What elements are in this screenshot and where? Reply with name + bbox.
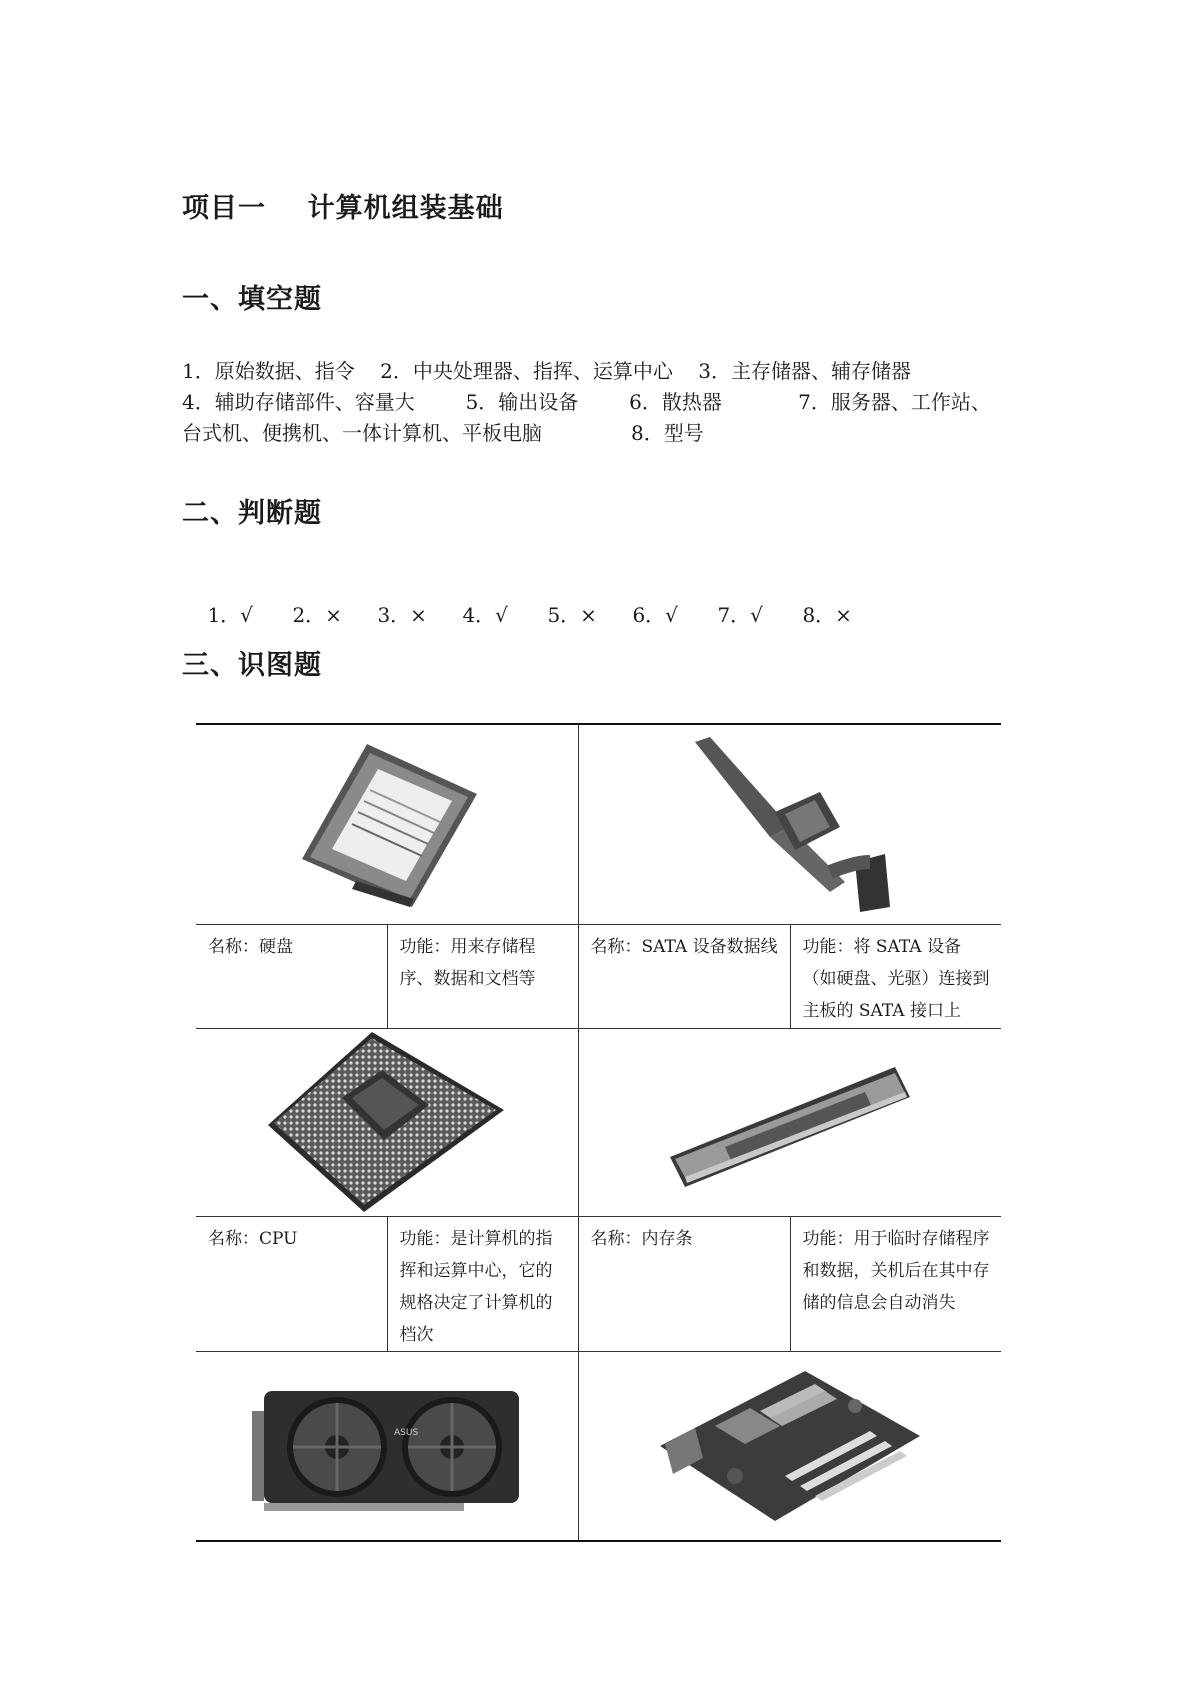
component-name-memory: 名称：内存条 — [578, 1216, 790, 1351]
judgement-answers — [182, 575, 887, 652]
judgement-item-2: 2．× — [292, 603, 342, 627]
sata-cable-image — [670, 732, 910, 917]
fill-in-answers — [182, 356, 1022, 449]
component-name-cpu: 名称：CPU — [196, 1216, 387, 1351]
section-heading-identify: 三、识图题 — [182, 650, 322, 681]
cpu-image — [264, 1030, 509, 1215]
section-heading-fill-in: 一、填空题 — [182, 284, 322, 315]
component-function-sata-cable: 功能：将 SATA 设备（如硬盘、光驱）连接到主板的 SATA 接口上 — [790, 924, 1001, 1028]
judgement-item-7: 7．√ — [717, 603, 763, 627]
judgement-item-4: 4．√ — [462, 603, 508, 627]
component-function-hard-disk: 功能：用来存储程序、数据和文档等 — [387, 924, 578, 1028]
fill-line-1: 1．原始数据、指令 2．中央处理器、指挥、运算中心 3．主存储器、辅存储器 — [182, 359, 912, 383]
motherboard-photo-cell — [578, 1351, 1001, 1541]
motherboard-image — [655, 1366, 925, 1526]
hard-disk-image — [292, 739, 482, 909]
memory-stick-photo-cell — [578, 1028, 1001, 1216]
graphics-card-photo-cell — [196, 1351, 578, 1541]
judgement-item-6: 6．√ — [632, 603, 678, 627]
judgement-item-3: 3．× — [377, 603, 427, 627]
page-title: 项目一 计算机组装基础 — [182, 193, 504, 224]
component-name-sata-cable: 名称：SATA 设备数据线 — [578, 924, 790, 1028]
identify-table — [196, 723, 1001, 1542]
memory-stick-image — [665, 1047, 915, 1197]
fill-line-3: 台式机、便携机、一体计算机、平板电脑 8．型号 — [182, 421, 704, 445]
sata-cable-photo-cell — [578, 724, 1001, 924]
judgement-item-5: 5．× — [547, 603, 597, 627]
component-name-hard-disk: 名称：硬盘 — [196, 924, 387, 1028]
judgement-item-8: 8．× — [802, 603, 852, 627]
graphics-card-image — [252, 1371, 522, 1521]
graphics-card-brand-label: ASUS — [393, 1427, 418, 1438]
judgement-item-1: 1．√ — [207, 603, 253, 627]
section-heading-judgement: 二、判断题 — [182, 498, 322, 529]
cpu-photo-cell — [196, 1028, 578, 1216]
component-function-memory: 功能：用于临时存储程序和数据，关机后在其中存储的信息会自动消失 — [790, 1216, 1001, 1351]
fill-line-2: 4．辅助存储部件、容量大 5．输出设备 6．散热器 7．服务器、工作站、 — [182, 390, 991, 414]
hard-disk-photo-cell — [196, 724, 578, 924]
component-function-cpu: 功能：是计算机的指挥和运算中心，它的规格决定了计算机的档次 — [387, 1216, 578, 1351]
